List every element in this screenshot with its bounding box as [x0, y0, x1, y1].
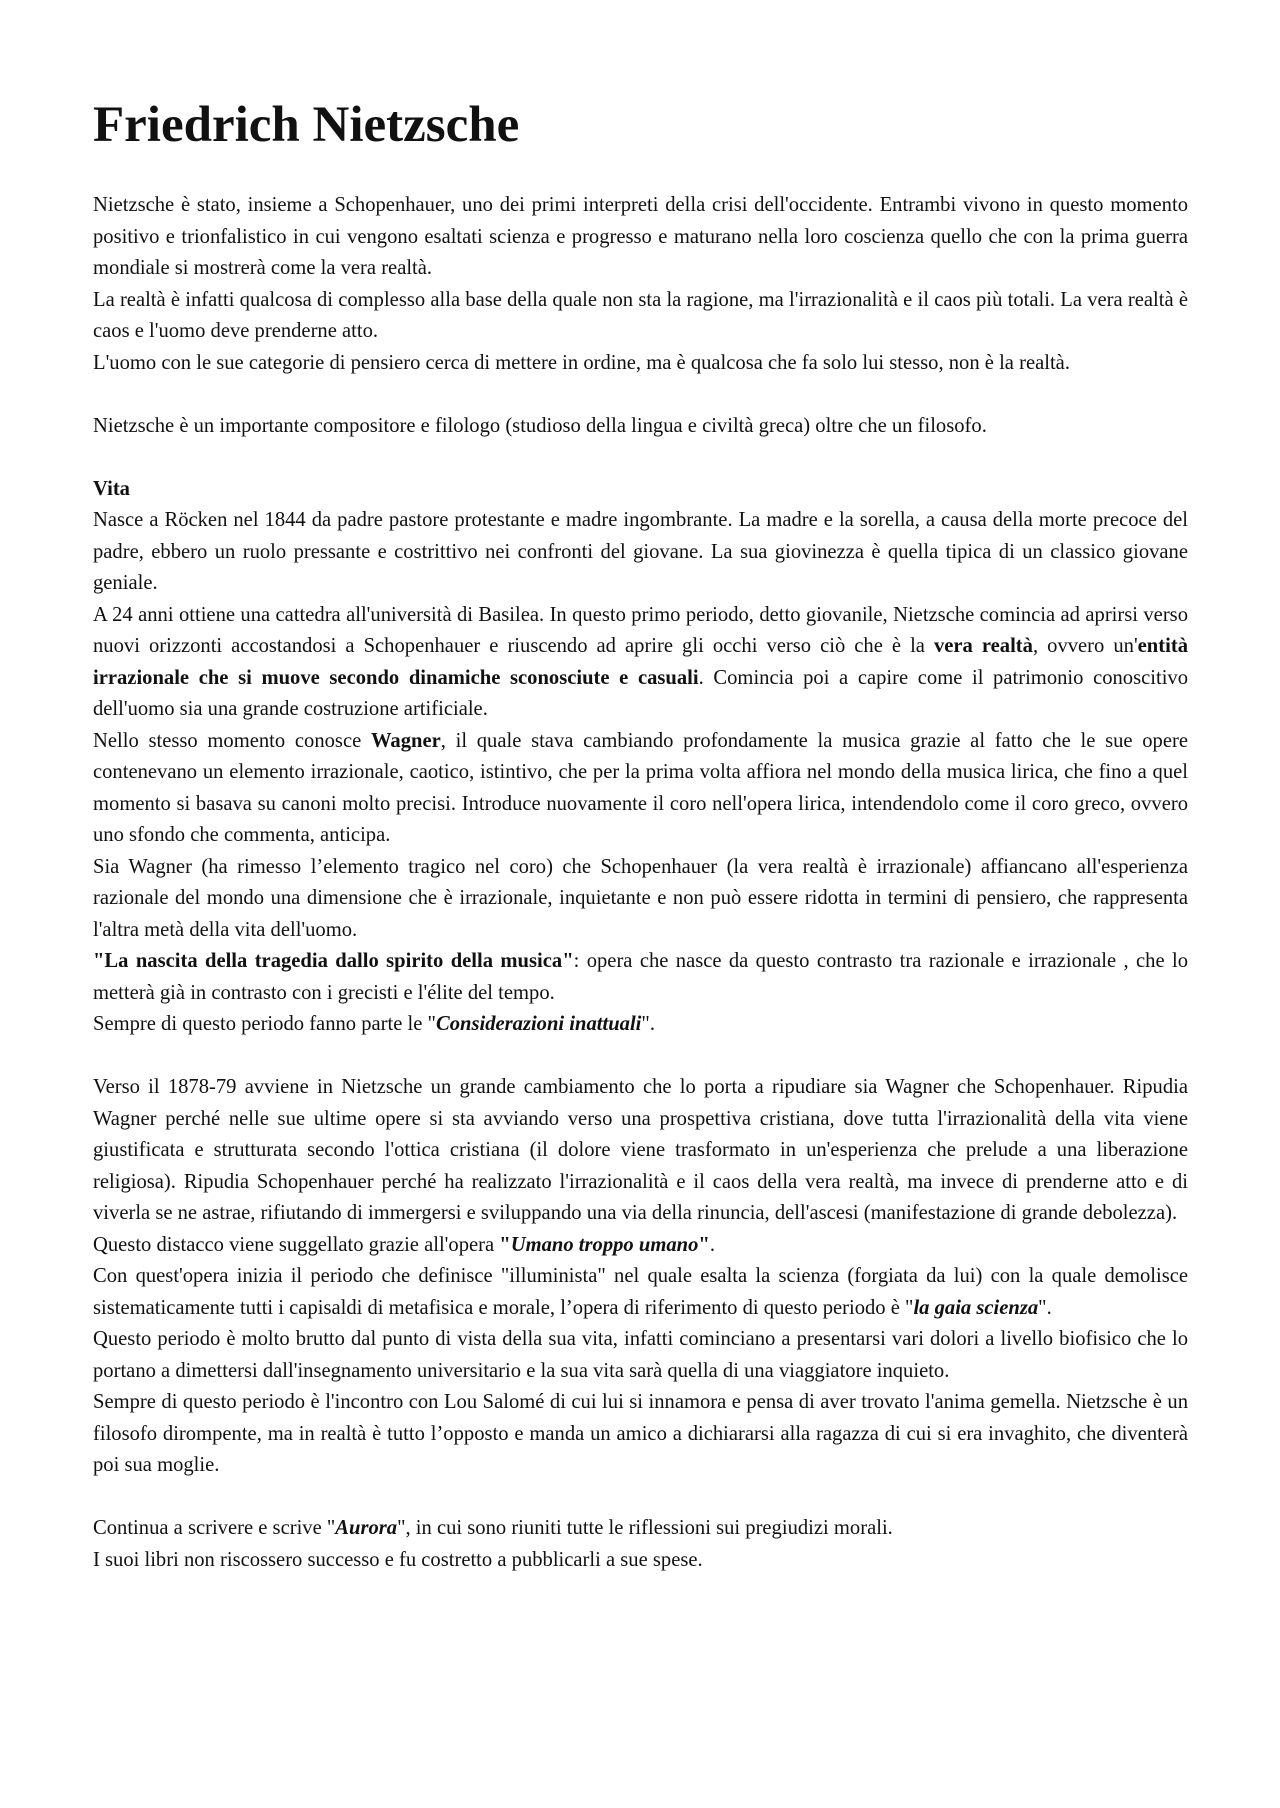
- paragraph-basel: A 24 anni ottiene una cattedra all'università di Basilea. In questo primo periodo, detto giovanile, Nietzsche comincia ad aprirsi verso nuovi orizzonti accostandosi a Schopenhauer e riuscendo ad aprire gli occhi verso ciò che è la vera realtà, ovvero un'entità irrazionale che si muove secondo dinamiche sconosciute e casuali. Comincia poi a capire come il patrimonio conoscitivo dell'uomo sia una grande costruzione artificiale.: [93, 603, 1189, 720]
- paragraph-illuminist: Con quest'opera inizia il periodo che definisce "illuminista" nel quale esalta la scienza (forgiata da lui) con la quale demolisce sistematicamente tutti i capisaldi di metafisica e morale, l’opera di riferimento di questo periodo è "la gaia scienza".: [93, 1265, 1188, 1319]
- paragraph-lou-salome: Sempre di questo periodo è l'incontro con Lou Salomé di cui lui si innamora e pensa di aver trovato l'anima gemella. Nietzsche è un filosofo dirompente, ma in realtà è tutto l’opposto e manda un amico a dichiararsi alla ragazza di cui si era invaghito, che diventerà poi sua moglie.: [93, 1391, 1188, 1476]
- paragraph-considerazioni: Sempre di questo periodo fanno parte le "Considerazioni inattuali".: [93, 1013, 655, 1035]
- paragraph-health: Questo periodo è molto brutto dal punto di vista della sua vita, infatti cominciano a presentarsi vari dolori a livello biofisico che lo portano a dimettersi dall'insegnamento universitario e la sua vita sarà quella di una viaggiatore inquieto.: [93, 1328, 1188, 1382]
- section-heading-vita: Vita: [93, 477, 130, 500]
- paragraph-aurora: Continua a scrivere e scrive "Aurora", in cui sono riuniti tutte le riflessioni sui pregiudizi morali.: [93, 1517, 893, 1539]
- bold-true-reality: vera realtà: [933, 635, 1033, 657]
- bold-irrational-entity: entità irrazionale che si muove secondo dinamiche sconosciute e casuali: [93, 635, 1188, 689]
- spacer: [93, 1041, 1188, 1073]
- work-title-aurora: Aurora: [335, 1517, 398, 1539]
- paragraph-umano: Questo distacco viene suggellato grazie all'opera "Umano troppo umano".: [93, 1233, 715, 1256]
- work-title-gaia-scienza: la gaia scienza: [913, 1296, 1039, 1319]
- spacer: [93, 379, 1188, 411]
- work-title-umano: Umano troppo umano: [510, 1233, 699, 1256]
- paragraph-reality: La realtà è infatti qualcosa di complesso alla base della quale non sta la ragione, ma l'irrazionalità e il caos più totali. La vera realtà è caos e l'uomo deve prenderne atto.: [93, 288, 1188, 342]
- paragraph-intro: Nietzsche è stato, insieme a Schopenhauer, uno dei primi interpreti della crisi dell'occidente. Entrambi vivono in questo momento positivo e trionfalistico in cui vengono esaltati scienza e progresso e maturano nella loro coscienza quello che con la prima guerra mondiale si mostrerà come la vera realtà.: [93, 194, 1188, 279]
- spacer: [93, 1482, 1188, 1514]
- page-title: Friedrich Nietzsche: [93, 97, 520, 153]
- paragraph-birth: Nasce a Röcken nel 1844 da padre pastore protestante e madre ingombrante. La madre e la sorella, a causa della morte precoce del padre, ebbero un ruolo pressante e costrittivo nei confronti del giovane. La sua giovinezza è quella tipica di un classico giovane geniale.: [93, 509, 1188, 594]
- paragraph-birth-of-tragedy: "La nascita della tragedia dallo spirito della musica": opera che nasce da questo contrasto tra razionale e irrazionale , che lo metterà già in contrasto con i grecisti e l'élite del tempo.: [93, 950, 1188, 1004]
- spacer: [93, 442, 1188, 474]
- paragraph-composer: Nietzsche è un importante compositore e filologo (studioso della lingua e civiltà greca) oltre che un filosofo.: [93, 414, 987, 437]
- paragraph-change-1878: Verso il 1878-79 avviene in Nietzsche un grande cambiamento che lo porta a ripudiare sia Wagner che Schopenhauer. Ripudia Wagner perché nelle sue ultime opere si sta avviando verso una prospettiva cristiana, dove tutta l'irrazionalità della vita viene giustificata e strutturata secondo l'ottica cristiana (il dolore viene trasformato in un'esperienza che prelude a una liberazione religiosa). Ripudia Schopenhauer perché ha realizzato l'irrazionalità e il caos della vera realtà, ma invece di prenderne atto e di viverla se ne astrae, rifiutando di immergersi e sviluppando una via della rinuncia, dell'ascesi (manifestazione di grande debolezza).: [93, 1076, 1188, 1224]
- work-title-considerazioni: Considerazioni inattuali: [435, 1013, 642, 1035]
- paragraph-wagner-schopenhauer: Sia Wagner (ha rimesso l’elemento tragico nel coro) che Schopenhauer (la vera realtà è irrazionale) affiancano all'esperienza razionale del mondo una dimensione che è irrazionale, inquietante e non può essere ridotta in termini di pensiero, che rappresenta l'altra metà della vita dell'uomo.: [93, 855, 1188, 941]
- bold-wagner: Wagner: [370, 729, 441, 752]
- paragraph-man-categories: L'uomo con le sue categorie di pensiero cerca di mettere in ordine, ma è qualcosa che fa solo lui stesso, non è la realtà.: [93, 351, 1070, 374]
- bold-birth-of-tragedy-title: "La nascita della tragedia dallo spirito della musica": [93, 950, 574, 972]
- paragraph-wagner: Nello stesso momento conosce Wagner, il quale stava cambiando profondamente la musica grazie al fatto che le sue opere contenevano un elemento irrazionale, caotico, istintivo, che per la prima volta affiora nel mondo della musica lirica, che fino a quel momento si basava su canoni molto precisi. Introduce nuovamente il coro nell'opera lirica, intendendolo come il coro greco, ovvero uno sfondo che commenta, anticipa.: [93, 729, 1188, 846]
- paragraph-books: I suoi libri non riscossero successo e fu costretto a pubblicarli a sue spese.: [93, 1548, 703, 1571]
